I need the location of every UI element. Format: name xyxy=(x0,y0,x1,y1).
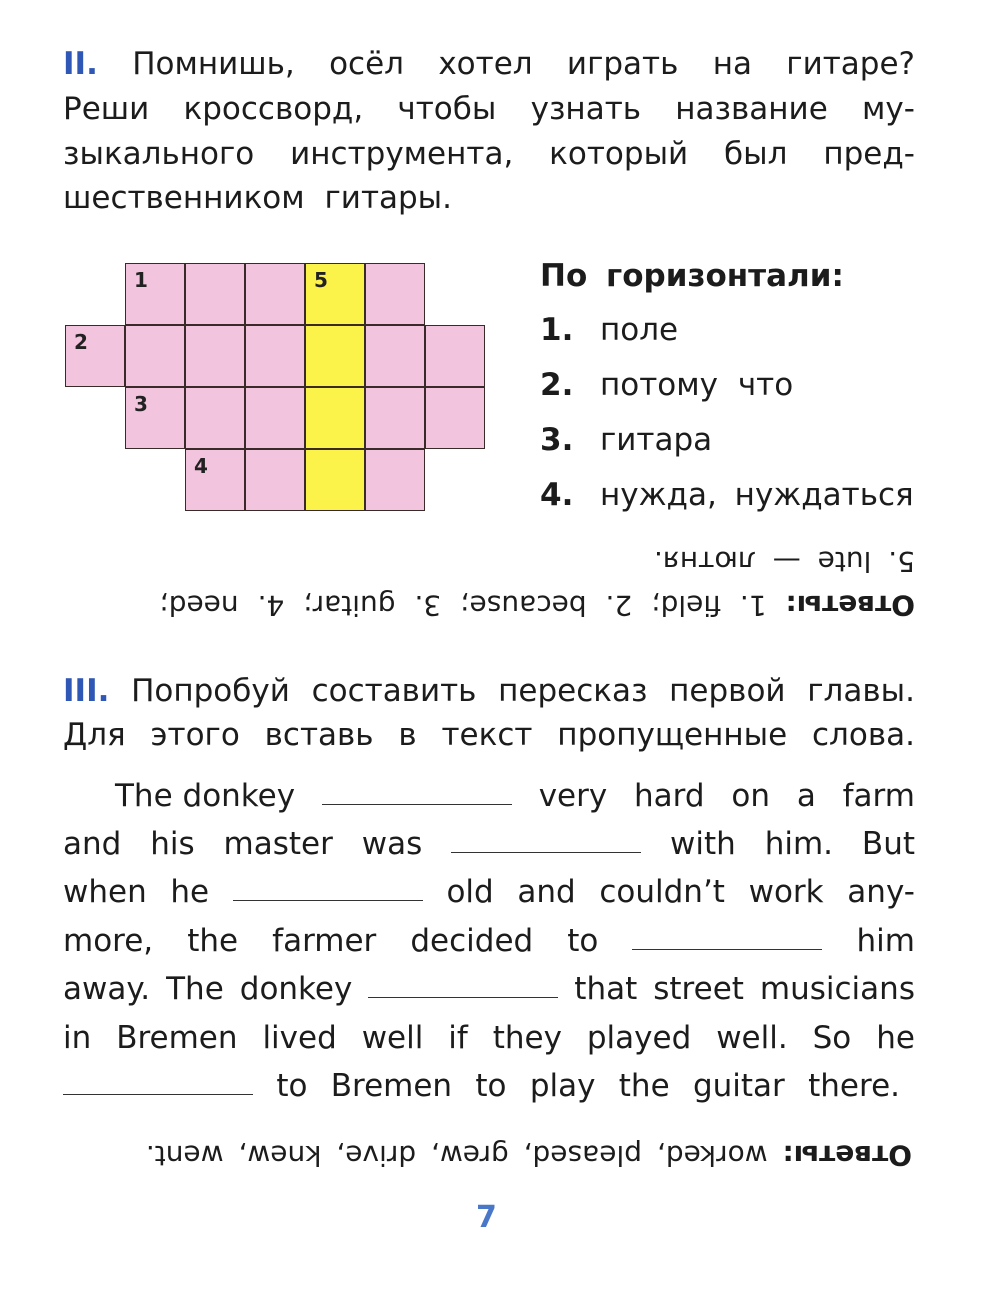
word: зыкального xyxy=(63,136,255,172)
word: him. xyxy=(764,826,834,862)
blank-input[interactable] xyxy=(632,923,822,950)
word: he xyxy=(876,1020,915,1056)
clue-text: нужда, нуждаться xyxy=(600,477,914,513)
crossword-cell[interactable] xyxy=(185,387,245,449)
word: этого xyxy=(150,717,240,753)
word: осёл xyxy=(329,46,404,82)
word: guitar xyxy=(692,1068,785,1104)
crossword-cell-number: 1 xyxy=(134,268,148,292)
clue-text: гитара xyxy=(600,422,713,458)
word: пред- xyxy=(823,136,915,172)
word: в xyxy=(398,717,417,753)
word: him xyxy=(856,923,915,959)
crossword-cell-number: 2 xyxy=(74,330,88,354)
word: away. xyxy=(63,971,151,1007)
crossword-cell[interactable] xyxy=(185,449,245,511)
word: farmer xyxy=(272,923,377,959)
word: Помнишь, xyxy=(132,46,295,82)
word: farm xyxy=(842,778,915,814)
word: The donkey xyxy=(115,778,296,814)
word: слова. xyxy=(812,717,915,753)
crossword-cell[interactable] xyxy=(245,263,305,325)
clue-text: потому что xyxy=(600,367,794,403)
word: the xyxy=(618,1068,670,1104)
task2-number: II. xyxy=(63,46,98,82)
word: and xyxy=(517,874,576,910)
crossword-cell-number: 3 xyxy=(134,392,148,416)
word: название xyxy=(675,91,828,127)
text-line-6 xyxy=(63,1020,915,1056)
word: that xyxy=(574,971,638,1007)
word: был xyxy=(724,136,788,172)
word: шественником xyxy=(63,180,305,216)
word: was xyxy=(361,826,423,862)
crossword-cell-number: 5 xyxy=(314,268,328,292)
word: главы. xyxy=(807,673,915,709)
text-line-7 xyxy=(63,1068,900,1104)
word: well xyxy=(361,1020,424,1056)
word: work xyxy=(748,874,824,910)
crossword-cell[interactable] xyxy=(65,325,125,387)
crossword-cell[interactable] xyxy=(125,387,185,449)
clue-text: поле xyxy=(600,312,679,348)
clue-number: 1. xyxy=(540,312,574,348)
word: гитары. xyxy=(324,180,453,216)
text-line-1 xyxy=(115,778,915,814)
blank-input[interactable] xyxy=(63,1068,253,1095)
word: который xyxy=(549,136,689,172)
task2-line-4 xyxy=(63,180,452,216)
task2-line-2 xyxy=(63,91,915,127)
crossword-key-cell[interactable] xyxy=(305,387,365,449)
answers2-line1 xyxy=(0,588,1000,622)
word: играть xyxy=(566,46,679,82)
word: The xyxy=(166,971,224,1007)
word: to xyxy=(475,1068,507,1104)
task2-line-3 xyxy=(63,136,915,172)
word: Реши xyxy=(63,91,150,127)
crossword-key-cell[interactable] xyxy=(305,449,365,511)
clue-3 xyxy=(540,422,920,458)
clue-1 xyxy=(540,312,920,348)
task3-line-1 xyxy=(63,673,915,709)
crossword-cell[interactable] xyxy=(245,449,305,511)
task3-line-2 xyxy=(63,717,915,753)
word: play xyxy=(529,1068,596,1104)
word: well. xyxy=(716,1020,788,1056)
text-line-4 xyxy=(63,923,915,959)
crossword-cell[interactable] xyxy=(245,325,305,387)
crossword-cell[interactable] xyxy=(125,263,185,325)
word: decided xyxy=(410,923,534,959)
word: the xyxy=(187,923,239,959)
crossword-cell[interactable] xyxy=(245,387,305,449)
word: to xyxy=(567,923,599,959)
word: very xyxy=(538,778,608,814)
word: на xyxy=(712,46,752,82)
answers-label: Ответы: xyxy=(782,1139,912,1172)
word: инструмента, xyxy=(290,136,514,172)
word: Попробуй xyxy=(131,673,290,709)
word: му- xyxy=(862,91,915,127)
word: текст xyxy=(441,717,533,753)
text-line-2 xyxy=(63,826,915,862)
word: So xyxy=(812,1020,852,1056)
word: гитаре? xyxy=(786,46,915,82)
clues-title: По горизонтали: xyxy=(540,258,844,294)
word: musicians xyxy=(759,971,915,1007)
word: Для xyxy=(63,717,126,753)
word: чтобы xyxy=(397,91,497,127)
word: and xyxy=(63,826,122,862)
word: in xyxy=(63,1020,92,1056)
crossword-key-cell[interactable] xyxy=(305,263,365,325)
crossword-cell-number: 4 xyxy=(194,454,208,478)
word: he xyxy=(170,874,210,910)
answers3-line xyxy=(0,1138,1000,1172)
word: hard xyxy=(634,778,705,814)
word: street xyxy=(653,971,744,1007)
clue-number: 2. xyxy=(540,367,574,403)
crossword-cell[interactable] xyxy=(365,387,425,449)
crossword-cell[interactable] xyxy=(185,263,245,325)
blank-input[interactable] xyxy=(233,874,423,901)
clues-panel xyxy=(540,258,920,513)
blank-input[interactable] xyxy=(368,971,558,998)
word: вставь xyxy=(264,717,374,753)
text-line-3 xyxy=(63,874,915,910)
word: master xyxy=(223,826,333,862)
word: old xyxy=(446,874,494,910)
word: кроссворд, xyxy=(183,91,364,127)
crossword-cell[interactable] xyxy=(365,325,425,387)
word: couldn’t xyxy=(599,874,725,910)
crossword-cell[interactable] xyxy=(125,325,185,387)
crossword-cell[interactable] xyxy=(185,325,245,387)
page-number: 7 xyxy=(476,1200,497,1235)
clue-2 xyxy=(540,367,920,403)
word: Bremen xyxy=(116,1020,238,1056)
word: any- xyxy=(847,874,915,910)
word: there. xyxy=(808,1068,900,1104)
word: lived xyxy=(262,1020,337,1056)
crossword-cell[interactable] xyxy=(365,263,425,325)
crossword-grid xyxy=(65,263,487,515)
clue-number: 3. xyxy=(540,422,574,458)
answers-text: 1. field; 2. because; 3. guitar; 4. need; xyxy=(159,589,786,622)
task2-line-1 xyxy=(63,46,915,82)
word: on xyxy=(731,778,770,814)
word: узнать xyxy=(530,91,642,127)
word: with xyxy=(670,826,736,862)
word: пересказ xyxy=(498,673,648,709)
word: хотел xyxy=(438,46,533,82)
word: his xyxy=(150,826,195,862)
word: Bremen xyxy=(330,1068,453,1104)
task3-number: III. xyxy=(63,673,110,709)
word: первой xyxy=(669,673,786,709)
word: if xyxy=(448,1020,468,1056)
answers-text: worked, pleased, grew, drive, knew, went. xyxy=(145,1139,783,1172)
crossword-cell[interactable] xyxy=(425,325,485,387)
word: played xyxy=(586,1020,692,1056)
answers2-line2 xyxy=(0,544,1000,578)
blank-input[interactable] xyxy=(322,778,512,805)
answers-label: Ответы: xyxy=(785,589,915,622)
clue-number: 4. xyxy=(540,477,574,513)
word: to xyxy=(276,1068,308,1104)
crossword-cell[interactable] xyxy=(365,449,425,511)
clue-4 xyxy=(540,477,920,513)
word: But xyxy=(861,826,915,862)
word: пропущенные xyxy=(557,717,788,753)
answers-text: 5. lute — лютня. xyxy=(654,545,915,578)
word: a xyxy=(796,778,816,814)
text-line-5 xyxy=(63,971,915,1007)
crossword-cell[interactable] xyxy=(425,387,485,449)
blank-input[interactable] xyxy=(451,826,641,853)
word: they xyxy=(492,1020,562,1056)
word: donkey xyxy=(239,971,353,1007)
word: составить xyxy=(311,673,477,709)
word: when xyxy=(63,874,147,910)
word: more, xyxy=(63,923,154,959)
crossword-key-cell[interactable] xyxy=(305,325,365,387)
